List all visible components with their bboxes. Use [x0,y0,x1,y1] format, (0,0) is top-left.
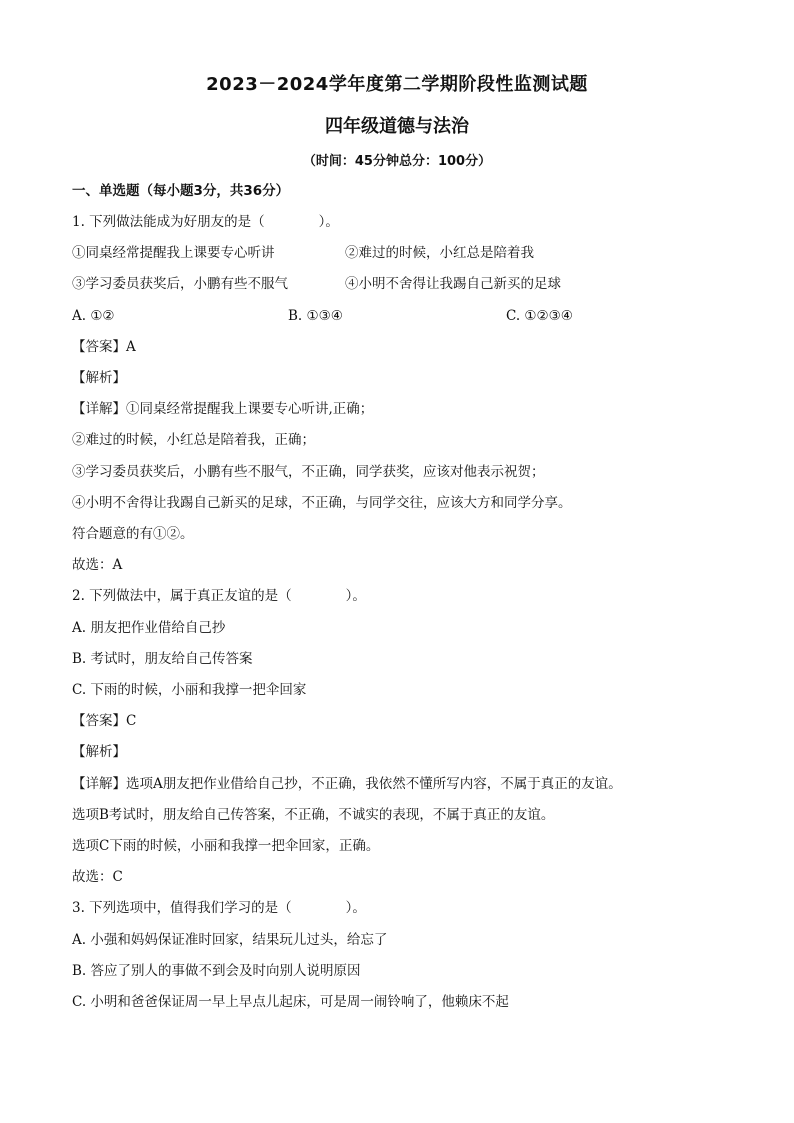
q2-option-c: C. 下雨的时候，小丽和我撑一把伞回家 [72,682,307,698]
q1-items-row-2 [72,274,722,294]
exam-time-info: （时间：45分钟总分：100分） [302,154,492,169]
q3-option-b: B. 答应了别人的事做不到会及时向别人说明原因 [72,963,361,979]
exam-subtitle: 四年级道德与法治 [325,116,469,137]
q2-answer: 【答案】C [72,713,137,729]
q1-detail-6: 故选：A [72,557,123,573]
q2-option-a: A. 朋友把作业借给自己抄 [72,620,226,636]
q2-detail-4: 故选：C [72,869,123,885]
q1-options-row [72,306,722,326]
q1-detail-5: 符合题意的有①②。 [72,526,194,542]
exam-title: 2023－2024学年度第二学期阶段性监测试题 [206,74,588,95]
q3-option-a: A. 小强和妈妈保证准时回家，结果玩儿过头，给忘了 [72,932,388,948]
q2-analysis-label: 【解析】 [72,744,126,760]
q2-stem: 2. 下列做法中，属于真正友谊的是（ ）。 [72,588,366,604]
q2-detail-3: 选项C下雨的时候，小丽和我撑一把伞回家，正确。 [72,838,380,854]
q3-stem: 3. 下列选项中，值得我们学习的是（ ）。 [72,900,366,916]
q1-detail-2: ②难过的时候，小红总是陪着我，正确； [72,432,315,448]
section-heading: 一、单选题（每小题3分，共36分） [72,183,290,199]
q1-item-4: ④小明不舍得让我踢自己新买的足球 [345,276,561,292]
q1-detail-4: ④小明不舍得让我踢自己新买的足球，不正确，与同学交往，应该大方和同学分享。 [72,495,572,511]
q1-items-row-1 [72,243,722,263]
q2-option-b: B. 考试时，朋友给自己传答案 [72,651,253,667]
q1-item-1: ①同桌经常提醒我上课要专心听讲 [72,245,275,261]
q1-option-c: C. ①②③④ [506,308,573,324]
q1-answer: 【答案】A [72,339,136,355]
q1-item-2: ②难过的时候，小红总是陪着我 [345,245,534,261]
q1-analysis-label: 【解析】 [72,370,126,386]
q1-item-3: ③学习委员获奖后，小鹏有些不服气 [72,276,288,292]
q2-detail-2: 选项B考试时，朋友给自己传答案，不正确，不诚实的表现，不属于真正的友谊。 [72,807,555,823]
q1-detail-1: 【详解】①同桌经常提醒我上课要专心听讲,正确； [72,401,374,417]
q1-option-a: A. ①② [72,308,115,324]
q1-detail-3: ③学习委员获奖后，小鹏有些不服气，不正确，同学获奖，应该对他表示祝贺； [72,464,545,480]
q1-option-b: B. ①③④ [288,308,343,324]
q1-stem: 1. 下列做法能成为好朋友的是（ ）。 [72,214,339,230]
q3-option-c: C. 小明和爸爸保证周一早上早点儿起床，可是周一闹铃响了，他赖床不起 [72,994,509,1010]
q2-detail-1: 【详解】选项A朋友把作业借给自己抄，不正确，我依然不懂所写内容，不属于真正的友谊。 [72,776,622,792]
